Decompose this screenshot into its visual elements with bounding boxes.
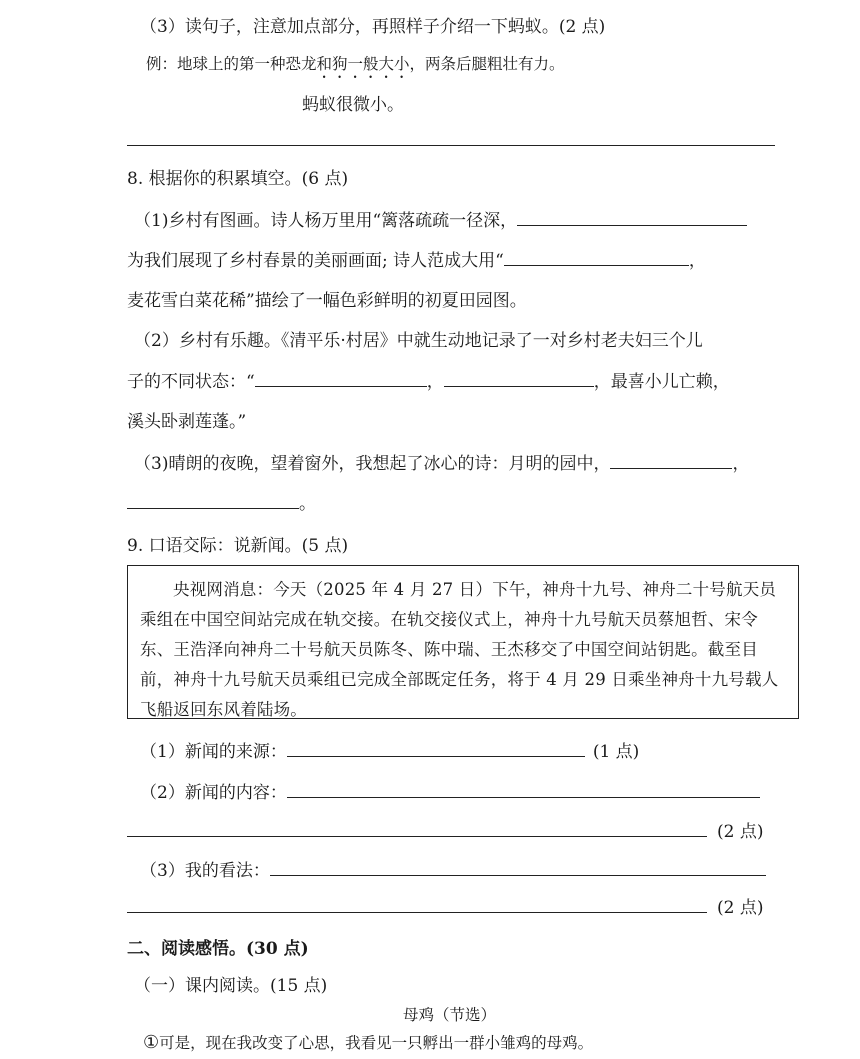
q7-item3: （3）读句子，注意加点部分，再照样子介绍一下蚂蚁。(2 点) xyxy=(140,17,606,37)
answer-blank[interactable] xyxy=(287,738,585,757)
q8-item1-line3: 麦花雪白菜花稀”描绘了一幅色彩鲜明的初夏田园图。 xyxy=(127,291,527,311)
fill-blank[interactable] xyxy=(255,368,427,387)
q9-item2-label: （2）新闻的内容： xyxy=(140,783,287,803)
q8-item1-line2 xyxy=(127,246,706,271)
q8-item1-text-b: 为我们展现了乡村春景的美丽画面; 诗人范成大用“ xyxy=(127,251,504,271)
example-suffix: ，两条后腿粗壮有力。 xyxy=(409,55,565,73)
answer-blank[interactable] xyxy=(270,857,766,876)
q9-item2-cont xyxy=(127,817,763,842)
q9-item2-score: (2 点) xyxy=(717,822,764,842)
section2-title: 二、阅读感悟。(30 点) xyxy=(127,939,309,959)
q9-item1-score: (1 点) xyxy=(592,742,640,762)
fill-blank[interactable] xyxy=(444,368,594,387)
q8-item3-text-a: （3)晴朗的夜晚，望着窗外，我想起了冰心的诗：月明的园中， xyxy=(134,454,611,474)
answer-line[interactable] xyxy=(127,145,775,146)
q8-item1-line1 xyxy=(134,206,747,231)
answer-blank[interactable] xyxy=(127,818,707,837)
passage-title: 母鸡（节选） xyxy=(403,1006,497,1024)
q9-item1-label: （1）新闻的来源： xyxy=(140,742,287,762)
q9-item3-score: (2 点) xyxy=(717,898,764,918)
q8-item2-text-b: 子的不同状态：“ xyxy=(127,372,255,392)
q8-item2-text-end: ，最喜小儿亡赖， xyxy=(593,372,730,392)
section2-sub1: （一）课内阅读。(15 点) xyxy=(134,976,328,996)
answer-blank[interactable] xyxy=(127,894,707,913)
passage-para1 xyxy=(143,1031,593,1053)
para-text: 可是，现在我改变了心思，我看见一只孵出一群小雏鸡的母鸡。 xyxy=(159,1034,594,1052)
fill-blank[interactable] xyxy=(517,207,747,226)
q8-title: 8. 根据你的积累填空。(6 点) xyxy=(127,169,349,189)
q9-item1 xyxy=(140,737,639,762)
news-box: 央视网消息：今天（2025 年 4 月 27 日）下午，神舟十九号、神舟二十号航天员乘组在中国空间站完成在轨交接。在轨交接仪式上，神舟十九号航天员蔡旭哲、宋令东、王浩泽向神舟二十号航天员陈冬、陈中瑞、王杰移交了中国空间站钥匙。截至目前，神舟十九号航天员乘组已完成全部既定任务，将于 4 月 29 日乘坐神舟十九号载人飞船返回东风着陆场。 xyxy=(127,565,799,719)
q9-item3-label: （3）我的看法： xyxy=(140,861,270,881)
q8-item3-line1 xyxy=(134,449,749,474)
fill-blank[interactable] xyxy=(504,247,689,266)
period: 。 xyxy=(299,494,316,514)
q9-item2 xyxy=(140,778,760,803)
q8-item1-text-a: （1)乡村有图画。诗人杨万里用“篱落疏疏一径深， xyxy=(134,211,518,231)
q9-item3-cont xyxy=(127,893,763,918)
q8-item2-line3: 溪头卧剥莲蓬。” xyxy=(127,412,247,432)
fill-blank[interactable] xyxy=(127,490,299,509)
q9-item3 xyxy=(140,856,766,881)
answer-blank[interactable] xyxy=(287,779,760,798)
para-number: ① xyxy=(143,1032,160,1053)
comma: ， xyxy=(426,372,444,392)
q8-item2-line2 xyxy=(127,367,730,392)
fill-blank[interactable] xyxy=(610,450,732,469)
example-dotted-phrase: 和狗一般大小 xyxy=(316,55,410,73)
example-prefix: 例：地球上的第一种恐龙 xyxy=(146,55,317,73)
q8-item3-line2 xyxy=(127,489,316,514)
comma: ， xyxy=(732,454,750,474)
q8-item2-line1: （2）乡村有乐趣。《清平乐·村居》中就生动地记录了一对乡村老夫妇三个儿 xyxy=(134,331,703,351)
q9-title: 9. 口语交际：说新闻。(5 点) xyxy=(127,536,349,556)
comma: ， xyxy=(688,251,706,271)
q7-prompt: 蚂蚁很微小。 xyxy=(302,95,404,115)
q7-example xyxy=(146,52,565,82)
